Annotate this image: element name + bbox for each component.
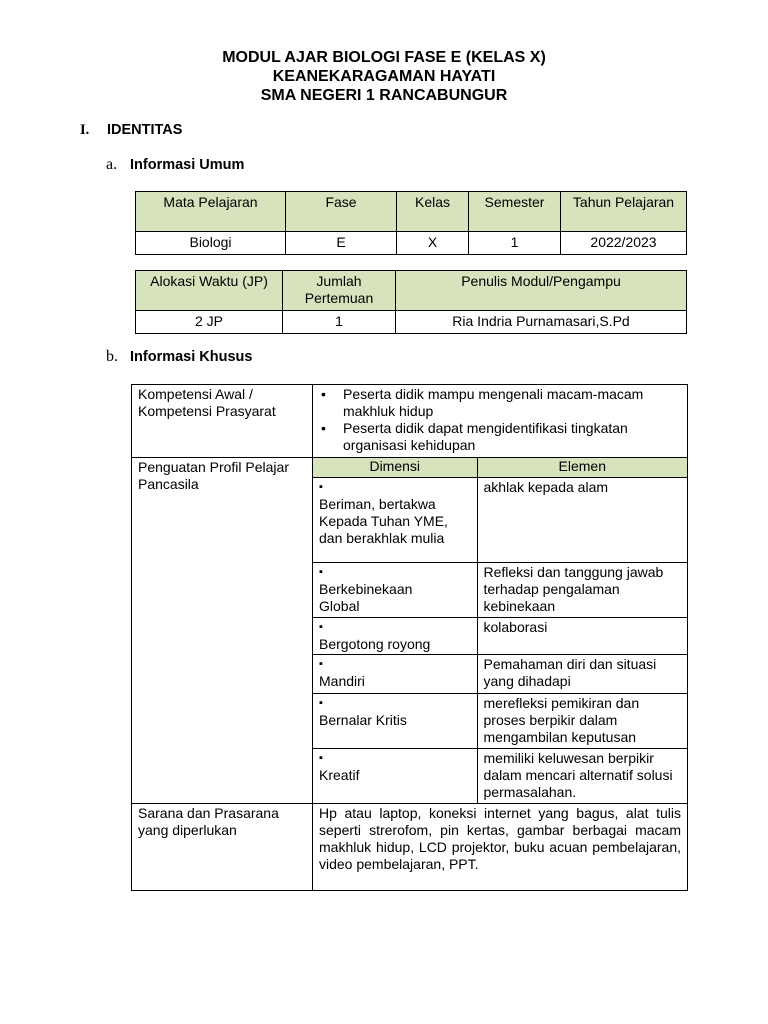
- elemen-header: Elemen: [477, 458, 687, 478]
- kompetensi-list: [313, 386, 687, 454]
- elemen-cell: kolaborasi: [477, 618, 687, 655]
- sarana-label: Sarana dan Prasarana yang diperlukan: [132, 804, 313, 891]
- dimensi-text: Bernalar Kritis: [319, 712, 407, 728]
- table-header-row: [136, 271, 687, 311]
- table-row: [136, 311, 687, 334]
- elemen-cell: Refleksi dan tanggung jawab terhadap pengalaman kebinekaan: [477, 563, 687, 618]
- bullet-icon: ▪: [319, 752, 323, 764]
- dimensi-text: Mandiri: [319, 673, 365, 689]
- table-cell: 1: [469, 232, 561, 255]
- title-line-3: SMA NEGERI 1 RANCABUNGUR: [260, 87, 508, 104]
- table-row: [313, 749, 687, 804]
- table-row: [313, 563, 687, 618]
- table-row: [313, 618, 687, 655]
- profil-table: [313, 458, 687, 803]
- dimensi-cell: [313, 478, 477, 563]
- table-cell: E: [286, 232, 397, 255]
- dimensi-text: Berkebinekaan Global: [319, 581, 413, 614]
- header-cell: Tahun Pelajaran: [561, 192, 687, 232]
- dimensi-cell: [313, 563, 477, 618]
- subsection-label: Informasi Khusus: [130, 349, 253, 365]
- profil-cell: [313, 458, 688, 804]
- dimensi-cell: [313, 655, 477, 694]
- header-cell: Penulis Modul/Pengampu: [396, 271, 687, 311]
- table-cell: X: [397, 232, 469, 255]
- table-cell: Biologi: [136, 232, 286, 255]
- dimensi-header: Dimensi: [313, 458, 477, 478]
- header-cell: Kelas: [397, 192, 469, 232]
- elemen-cell: memiliki keluwesan berpikir dalam mencari alternatif solusi permasalahan.: [477, 749, 687, 804]
- dimensi-text: Beriman, bertakwa Kepada Tuhan YME, dan berakhlak mulia: [319, 496, 448, 546]
- list-item: • Peserta didik dapat mengidentifikasi tingkatan organisasi kehidupan: [313, 420, 681, 454]
- table-cell: 2022/2023: [561, 232, 687, 255]
- bullet-icon: ▪: [319, 697, 323, 709]
- informasi-khusus-table: [131, 384, 688, 891]
- document-title: [0, 48, 768, 105]
- alokasi-table: [135, 270, 687, 334]
- dimensi-cell: [313, 618, 477, 655]
- elemen-cell: akhlak kepada alam: [477, 478, 687, 563]
- table-cell: 2 JP: [136, 311, 283, 334]
- table-row: [132, 458, 688, 804]
- profil-label: Penguatan Profil Pelajar Pancasila: [132, 458, 313, 804]
- table-row: [313, 655, 687, 694]
- header-cell: Semester: [469, 192, 561, 232]
- section-identitas-heading: [80, 122, 182, 139]
- header-cell: Jumlah Pertemuan: [283, 271, 396, 311]
- dimensi-cell: [313, 749, 477, 804]
- table-row: [313, 478, 687, 563]
- subsection-letter: b.: [106, 348, 118, 365]
- title-line-2: KEANEKARAGAMAN HAYATI: [272, 68, 496, 85]
- table-row: [132, 385, 688, 458]
- section-label: IDENTITAS: [107, 122, 183, 138]
- table-row: [136, 232, 687, 255]
- sarana-text: Hp atau laptop, koneksi internet yang bagus, alat tulis seperti strerofom, pin kertas, gambar berbagai macam makhluk hidup, LCD projektor, buku acuan pembelajaran, video pembelajaran, PPT.: [313, 804, 688, 891]
- table-row: [313, 694, 687, 749]
- section-number: I.: [80, 122, 90, 138]
- elemen-cell: merefleksi pemikiran dan proses berpikir dalam mengambilan keputusan: [477, 694, 687, 749]
- informasi-umum-heading: [106, 156, 244, 174]
- bullet-icon: ▪: [319, 481, 323, 493]
- bullet-icon: ▪: [319, 566, 323, 578]
- informasi-khusus-heading: [106, 348, 252, 366]
- table-header-row: [136, 192, 687, 232]
- elemen-cell: Pemahaman diri dan situasi yang dihadapi: [477, 655, 687, 694]
- bullet-icon: ▪: [319, 621, 323, 633]
- table-header-row: [313, 458, 687, 478]
- table-cell: 1: [283, 311, 396, 334]
- table-row: [132, 804, 688, 891]
- dimensi-text: Kreatif: [319, 767, 360, 783]
- header-cell: Mata Pelajaran: [136, 192, 286, 232]
- subsection-label: Informasi Umum: [130, 157, 245, 173]
- dimensi-text: Bergotong royong: [319, 636, 431, 652]
- header-cell: Fase: [286, 192, 397, 232]
- table-cell: Ria Indria Purnamasari,S.Pd: [396, 311, 687, 334]
- kompetensi-label: Kompetensi Awal / Kompetensi Prasyarat: [132, 385, 313, 458]
- subsection-letter: a.: [106, 156, 118, 173]
- informasi-umum-table: [135, 191, 687, 255]
- title-line-1: MODUL AJAR BIOLOGI FASE E (KELAS X): [222, 49, 546, 66]
- bullet-icon: ▪: [319, 658, 323, 670]
- dimensi-cell: [313, 694, 477, 749]
- kompetensi-cell: [313, 385, 688, 458]
- list-item: • Peserta didik mampu mengenali macam-macam makhluk hidup: [313, 386, 681, 420]
- header-cell: Alokasi Waktu (JP): [136, 271, 283, 311]
